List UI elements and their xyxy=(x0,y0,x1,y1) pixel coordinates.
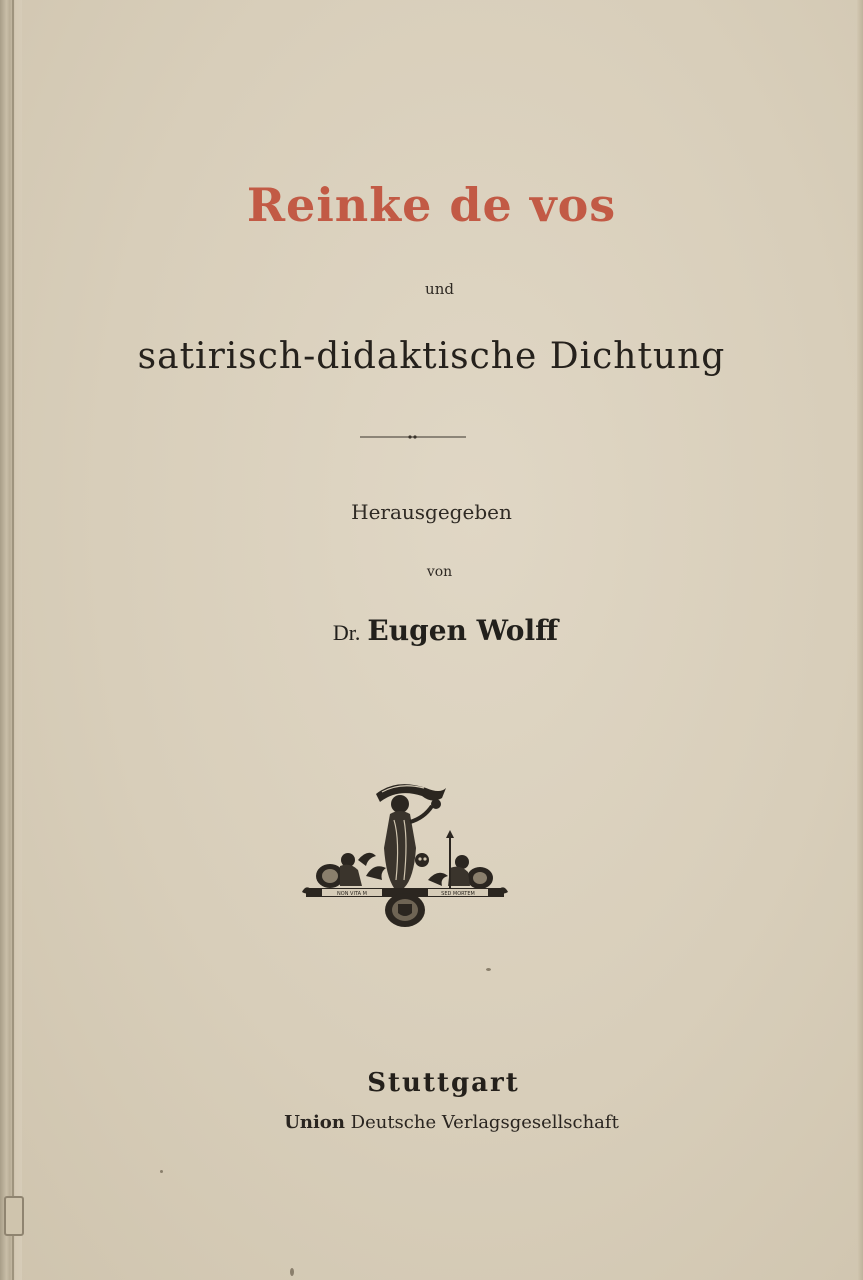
ornamental-rule xyxy=(360,434,466,440)
publication-place: Stuttgart xyxy=(367,1068,520,1098)
book-subtitle: satirisch-didaktische Dichtung xyxy=(137,336,726,377)
author-prefix: Dr. xyxy=(332,620,361,645)
book-title: Reinke de vos xyxy=(246,178,617,232)
emblem-banner-left: NON VITA M xyxy=(337,891,367,897)
publisher-name-rest: Deutsche Verlagsgesellschaft xyxy=(350,1112,619,1133)
title-conjunction: und xyxy=(425,280,454,298)
publisher-line xyxy=(0,1112,863,1133)
editor-preposition: von xyxy=(426,564,453,580)
publisher-name-first: Union xyxy=(284,1112,345,1133)
paper-speck xyxy=(160,1170,163,1173)
emblem-banner-right: SED MORTEM xyxy=(441,891,475,897)
binding-clip xyxy=(4,1196,24,1236)
paper-speck xyxy=(290,1268,294,1276)
author-line xyxy=(0,614,863,648)
author-name: Eugen Wolff xyxy=(367,614,559,647)
paper-speck xyxy=(486,968,491,971)
publisher-device-emblem-icon xyxy=(300,776,510,934)
editor-label: Herausgegeben xyxy=(351,500,512,524)
